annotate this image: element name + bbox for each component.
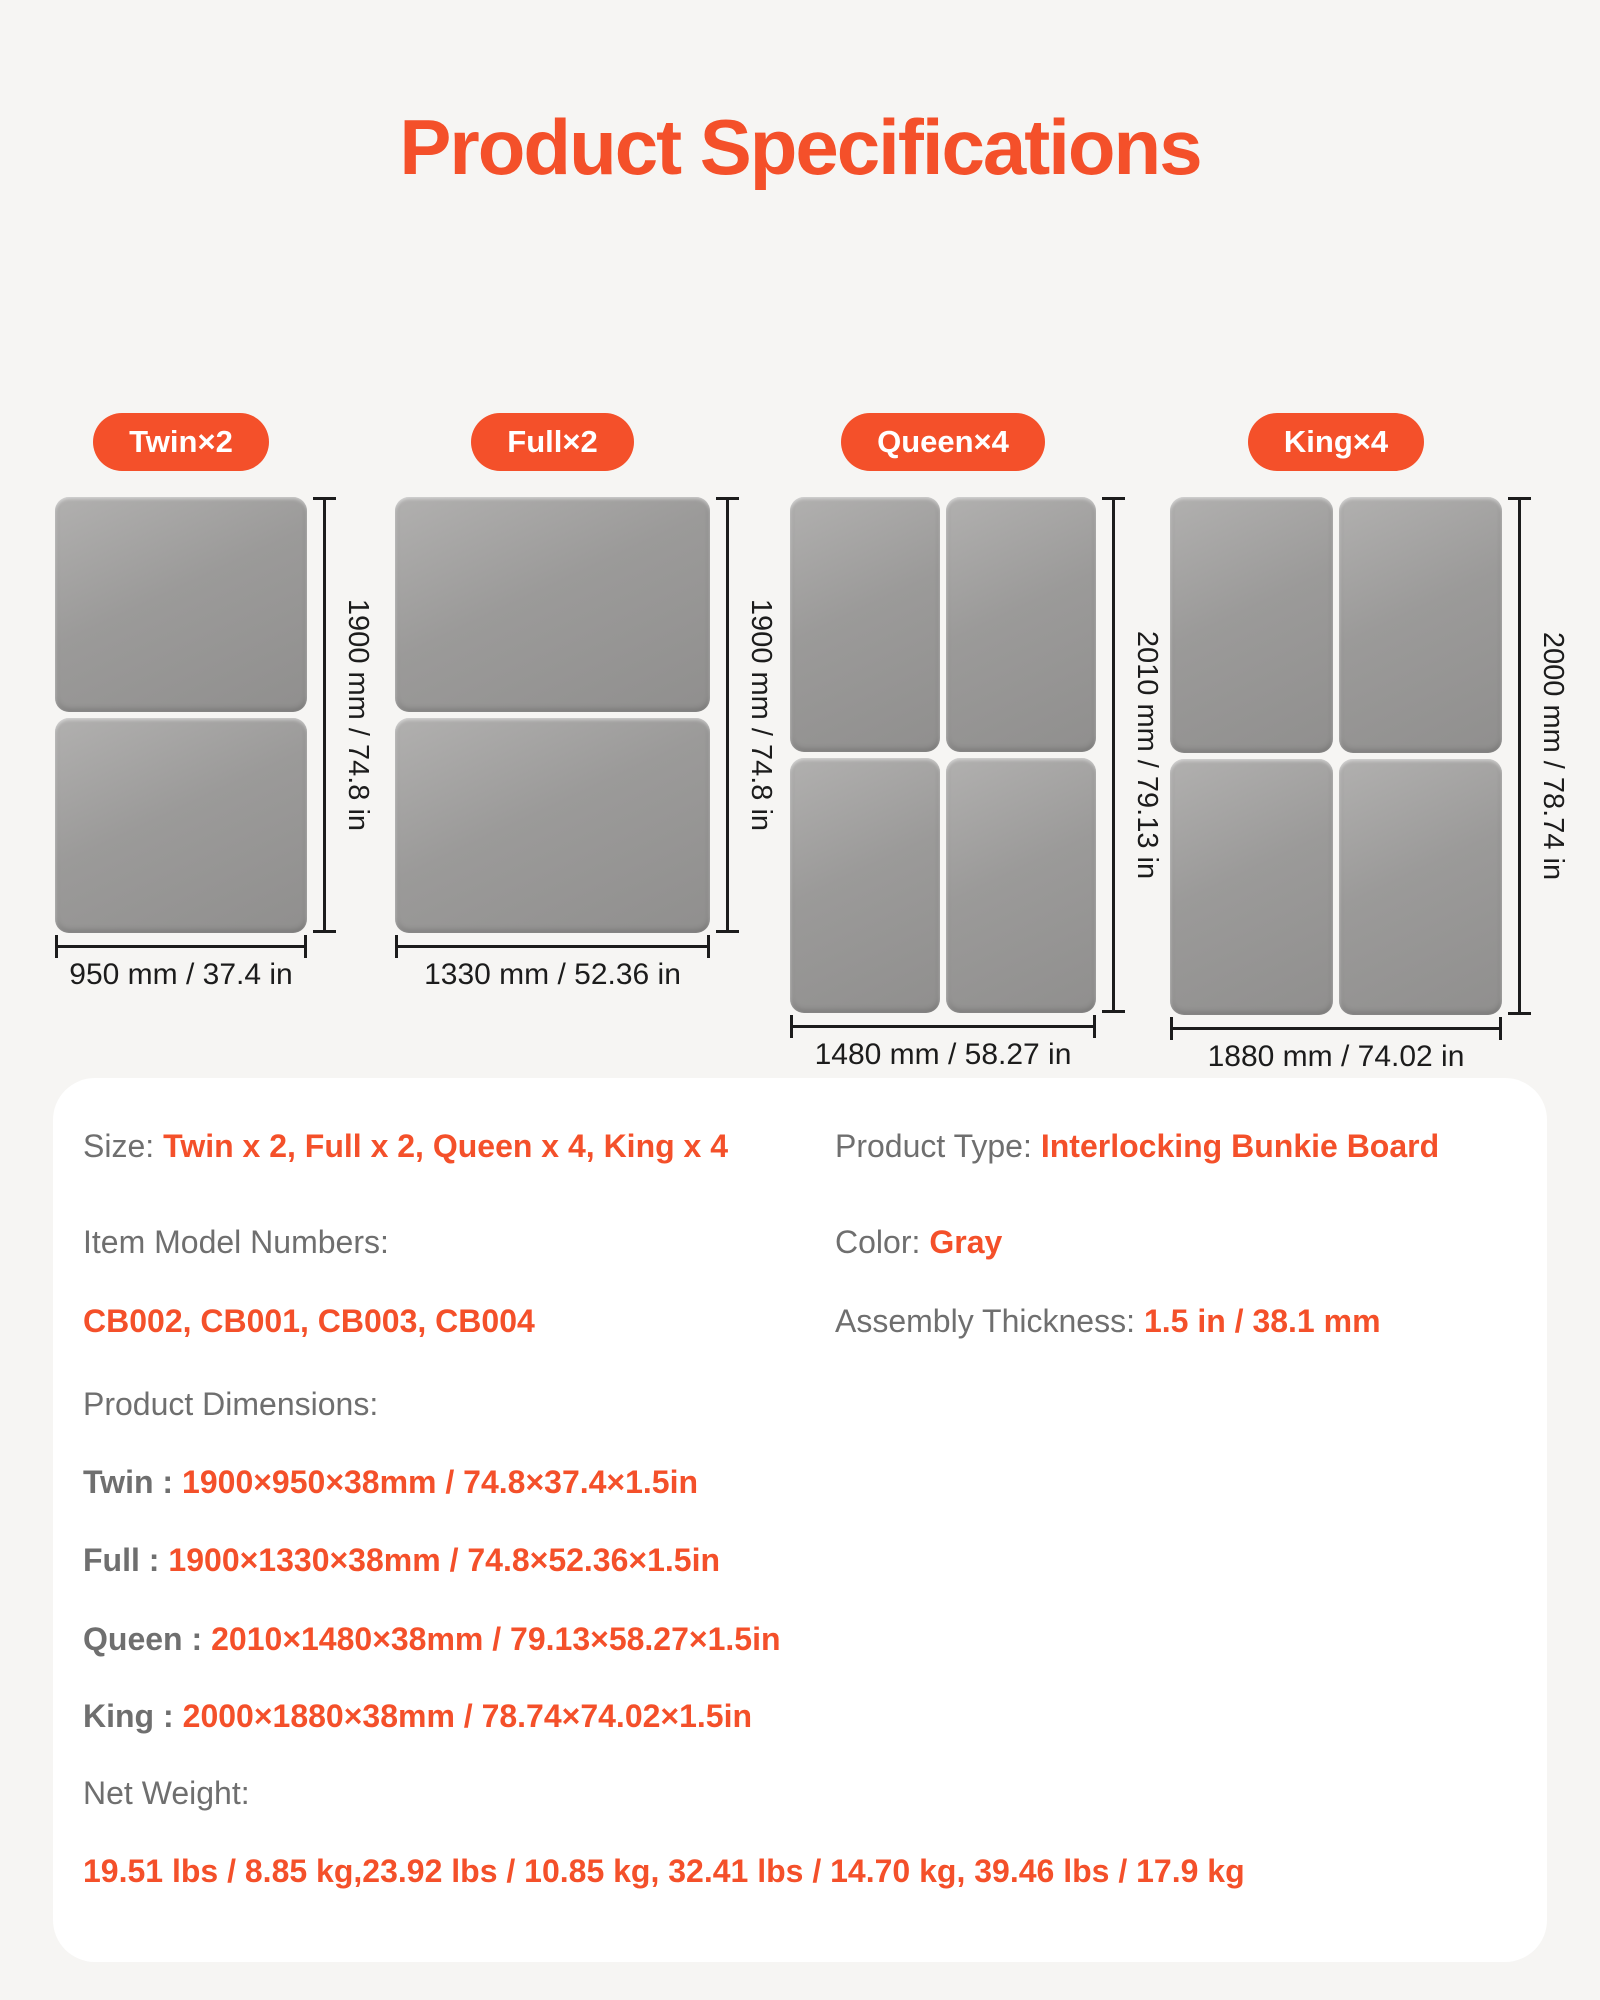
item-model-row [83, 1224, 398, 1261]
king-height-dimension [1518, 497, 1588, 1015]
full-height-dimension [726, 497, 796, 933]
queen-badge-row [790, 413, 1096, 471]
net-weight-values: 19.51 lbs / 8.85 kg,23.92 lbs / 10.85 kg, 32.41 lbs / 14.70 kg, 39.46 lbs / 17.9 kg [83, 1853, 1245, 1889]
board-tile [55, 497, 307, 712]
full-boards [395, 497, 710, 933]
king-badge-row [1170, 413, 1502, 471]
king-dim-value: 2000×1880×38mm / 78.74×74.02×1.5in [182, 1698, 753, 1734]
king-badge: King×4 [1248, 413, 1424, 471]
product-type-row [835, 1128, 1439, 1165]
twin-diagram [55, 413, 374, 992]
width-dimension-line [395, 945, 710, 948]
queen-boards [790, 497, 1096, 1013]
full-width-label: 1330 mm / 52.36 in [424, 958, 681, 991]
full-badge: Full×2 [471, 413, 633, 471]
queen-width-label: 1480 mm / 58.27 in [814, 1038, 1072, 1071]
full-badge-row [395, 413, 710, 471]
size-label: Size: [83, 1128, 155, 1164]
thickness-value: 1.5 in / 38.1 mm [1143, 1303, 1381, 1339]
width-dimension-line [790, 1025, 1096, 1028]
item-model-values: CB002, CB001, CB003, CB004 [83, 1303, 535, 1339]
thickness-label: Assembly Thickness: [835, 1303, 1135, 1339]
twin-dimension-row [83, 1464, 698, 1501]
product-type-label: Product Type: [835, 1128, 1032, 1164]
king-boards [1170, 497, 1502, 1015]
board-tile [55, 718, 307, 933]
king-width-label: 1880 mm / 74.02 in [1207, 1040, 1465, 1073]
queen-diagram [790, 413, 1163, 1072]
full-height-label: 1900 mm / 74.8 in [745, 598, 777, 832]
twin-height-label: 1900 mm / 74.8 in [342, 598, 374, 832]
king-dimension-row [83, 1698, 752, 1735]
item-model-label: Item Model Numbers: [83, 1224, 389, 1260]
item-model-values-row [83, 1303, 535, 1340]
twin-height-dimension [323, 497, 393, 933]
height-dimension-line [1112, 497, 1115, 1013]
dimensions-heading: Product Dimensions: [83, 1386, 379, 1422]
height-dimension-line [726, 497, 729, 933]
full-dim-value: 1900×1330×38mm / 74.8×52.36×1.5in [168, 1542, 720, 1578]
twin-boards [55, 497, 307, 933]
board-tile [790, 497, 940, 752]
queen-figure [790, 497, 1163, 1072]
width-dimension-line [55, 945, 307, 948]
color-value: Gray [929, 1224, 1003, 1260]
board-tile [1170, 497, 1333, 753]
board-tile [1339, 497, 1502, 753]
width-dimension-line [1170, 1027, 1502, 1030]
full-dim-name: Full : [83, 1542, 160, 1578]
net-weight-values-row [83, 1853, 1245, 1890]
queen-dimension-row [83, 1621, 781, 1658]
color-label: Color: [835, 1224, 921, 1260]
page-title: Product Specifications [399, 103, 1201, 191]
queen-dim-value: 2010×1480×38mm / 79.13×58.27×1.5in [211, 1621, 781, 1657]
twin-width-label: 950 mm / 37.4 in [69, 958, 293, 991]
queen-height-label: 2010 mm / 79.13 in [1131, 630, 1163, 880]
height-dimension-line [1518, 497, 1521, 1015]
full-diagram [395, 413, 777, 992]
board-tile [395, 497, 710, 712]
board-tile [790, 758, 940, 1013]
board-tile [1170, 759, 1333, 1015]
net-weight-heading-row [83, 1775, 259, 1812]
twin-dim-name: Twin : [83, 1464, 174, 1500]
product-type-value: Interlocking Bunkie Board [1040, 1128, 1440, 1164]
size-row [83, 1128, 728, 1165]
size-value: Twin x 2, Full x 2, Queen x 4, King x 4 [163, 1128, 729, 1164]
net-weight-heading: Net Weight: [83, 1775, 250, 1811]
thickness-row [835, 1303, 1381, 1340]
full-dimension-row [83, 1542, 720, 1579]
height-dimension-line [323, 497, 326, 933]
king-diagram [1170, 413, 1569, 1074]
queen-badge: Queen×4 [841, 413, 1045, 471]
board-tile [1339, 759, 1502, 1015]
spec-card [53, 1078, 1547, 1962]
twin-dim-value: 1900×950×38mm / 74.8×37.4×1.5in [182, 1464, 699, 1500]
twin-figure [55, 497, 374, 992]
dimensions-heading-row [83, 1386, 387, 1423]
board-tile [946, 758, 1096, 1013]
board-tile [395, 718, 710, 933]
king-figure [1170, 497, 1569, 1074]
king-height-label: 2000 mm / 78.74 in [1537, 631, 1569, 881]
twin-badge: Twin×2 [93, 413, 269, 471]
board-tile [946, 497, 1096, 752]
full-figure [395, 497, 777, 992]
color-row [835, 1224, 1002, 1261]
twin-badge-row [55, 413, 307, 471]
king-dim-name: King : [83, 1698, 174, 1734]
queen-dim-name: Queen : [83, 1621, 203, 1657]
